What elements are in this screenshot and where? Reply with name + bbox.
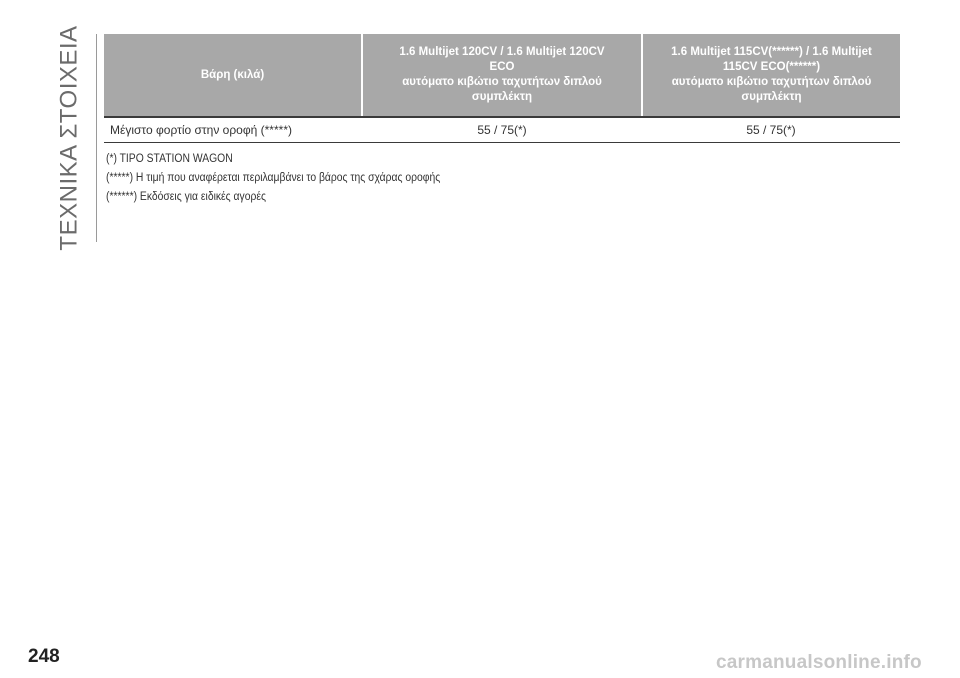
footnote-special-markets: (******) Εκδόσεις για ειδικές αγορές	[106, 191, 266, 203]
header-weights: Βάρη (κιλά)	[104, 34, 362, 117]
value-120cv: 55 / 75(*)	[362, 117, 642, 143]
footnote-station-wagon: (*) TIPO STATION WAGON	[106, 153, 233, 165]
section-title-text: ΤΕΧΝΙΚΑ ΣΤΟΙΧΕΙΑ	[56, 25, 83, 251]
section-divider	[96, 34, 97, 242]
row-label-roof-load: Μέγιστο φορτίο στην οροφή (*****)	[104, 117, 362, 143]
watermark: carmanualsonline.info	[716, 652, 922, 673]
footnotes	[106, 150, 477, 207]
weights-table	[104, 34, 900, 143]
table-row	[104, 117, 900, 143]
table-header-row	[104, 34, 900, 117]
value-115cv: 55 / 75(*)	[642, 117, 900, 143]
header-120cv: 1.6 Multijet 120CV / 1.6 Multijet 120CV ECO αυτόματο κιβώτιο ταχυτήτων διπλού συμπλέκτη	[362, 34, 642, 117]
footnote-roof-rack: (*****) Η τιμή που αναφέρεται περιλαμβάνει το βάρος της σχάρας οροφής	[106, 172, 441, 184]
header-115cv: 1.6 Multijet 115CV(******) / 1.6 Multijet 115CV ECO(******) αυτόματο κιβώτιο ταχυτήτων διπλού συμπλέκτη	[642, 34, 900, 117]
page-number: 248	[28, 646, 60, 667]
section-title	[56, 25, 84, 251]
